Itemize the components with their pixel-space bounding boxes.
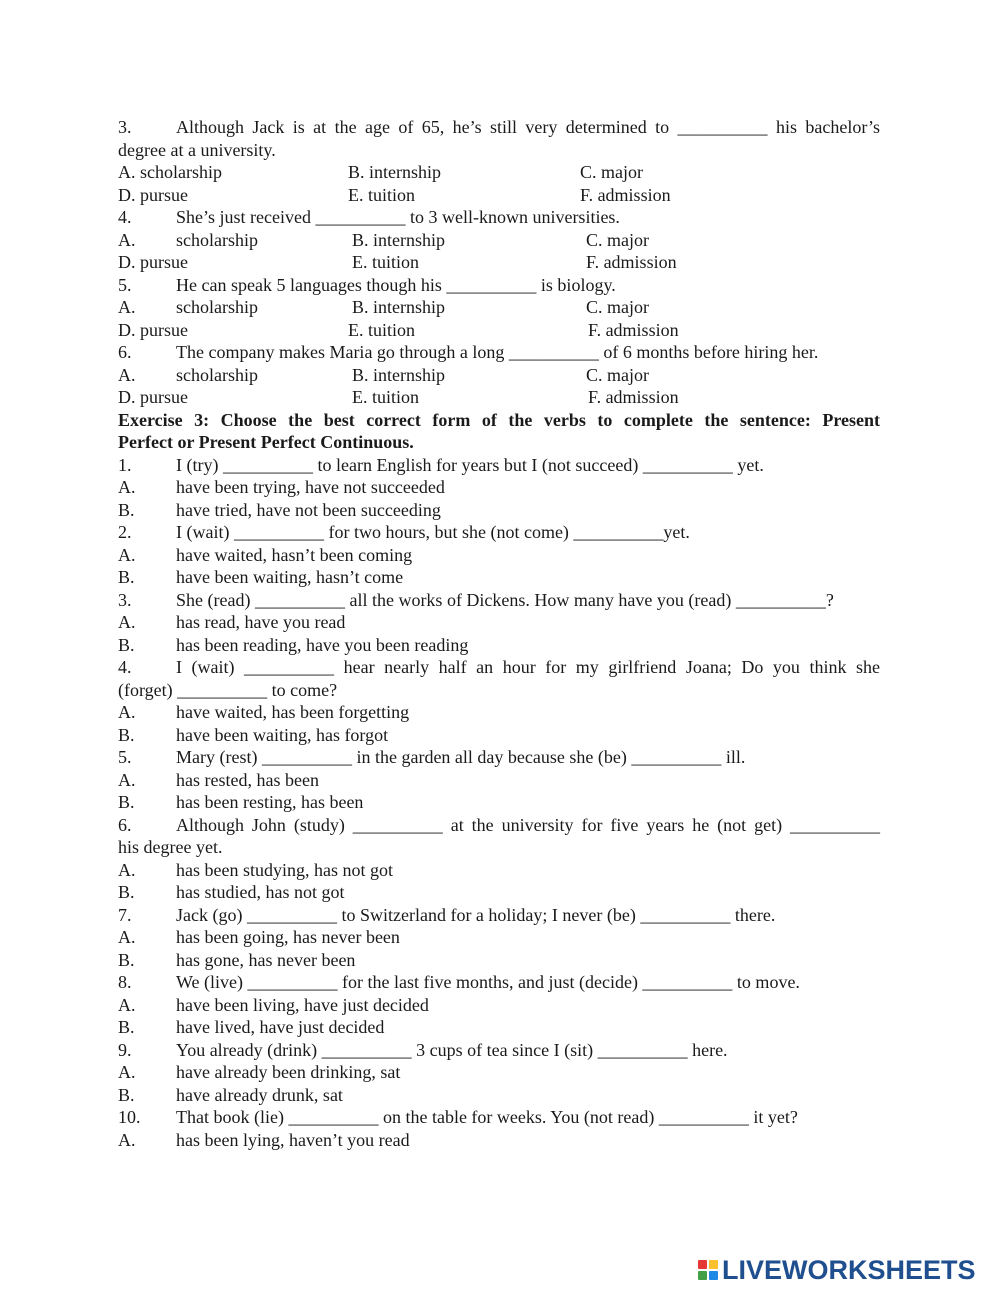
question-number: 4. xyxy=(118,657,132,677)
option[interactable]: scholarship xyxy=(176,297,258,317)
question-line xyxy=(118,904,880,927)
option-label: A. xyxy=(118,927,136,947)
option-text: has been resting, has been xyxy=(176,792,364,812)
answer-option[interactable] xyxy=(118,791,880,814)
answer-option[interactable] xyxy=(118,634,880,657)
options-row xyxy=(118,319,880,342)
option-label: B. xyxy=(118,499,135,520)
option-label: A. xyxy=(118,477,136,497)
options-row xyxy=(118,364,880,387)
question-text-continued: degree at a university. xyxy=(118,139,276,160)
option-text: have been trying, have not succeeded xyxy=(176,477,445,497)
answer-option[interactable] xyxy=(118,499,880,522)
option[interactable]: E. tuition xyxy=(352,387,419,407)
exercise-heading-line: Perfect or Present Perfect Continuous. xyxy=(118,432,414,452)
answer-option[interactable] xyxy=(118,566,880,589)
question-line xyxy=(118,1039,880,1062)
question-text: We (live) __________ for the last five months, and just (decide) __________ to move. xyxy=(176,972,800,992)
option-text: has read, have you read xyxy=(176,612,346,632)
exercise-heading-line: Exercise 3: Choose the best correct form of the verbs to complete the sentence: Present xyxy=(118,409,880,430)
question-line xyxy=(118,746,880,769)
answer-option[interactable] xyxy=(118,881,880,904)
answer-option[interactable] xyxy=(118,701,880,724)
option-label: B. xyxy=(118,724,135,745)
answer-option[interactable] xyxy=(118,1129,880,1152)
option-text: has studied, has not got xyxy=(176,882,345,902)
option[interactable]: A. scholarship xyxy=(118,162,222,182)
option-text: have already drunk, sat xyxy=(176,1084,343,1105)
option-label: B. xyxy=(118,949,135,970)
question-line xyxy=(118,836,880,859)
answer-option[interactable] xyxy=(118,1061,880,1084)
option[interactable]: scholarship xyxy=(176,229,258,250)
question-line xyxy=(118,139,880,162)
question-number: 6. xyxy=(118,342,132,362)
question-line xyxy=(118,274,880,297)
option-label: A. xyxy=(118,364,136,385)
option-label: B. xyxy=(118,882,135,902)
option[interactable]: D. pursue xyxy=(118,252,188,272)
answer-option[interactable] xyxy=(118,1084,880,1107)
option-text: has been going, has never been xyxy=(176,927,400,947)
option[interactable]: E. tuition xyxy=(348,319,415,340)
option[interactable]: D. pursue xyxy=(118,387,188,407)
option-text: have already been drinking, sat xyxy=(176,1062,401,1082)
option[interactable]: D. pursue xyxy=(118,319,188,340)
question-number: 9. xyxy=(118,1039,132,1060)
question-line xyxy=(118,1106,880,1129)
question-line xyxy=(118,521,880,544)
question-line xyxy=(118,679,880,702)
logo-square xyxy=(709,1260,718,1269)
option[interactable]: B. internship xyxy=(352,229,445,250)
option-text: have waited, has been forgetting xyxy=(176,702,410,722)
question-text-continued: (forget) __________ to come? xyxy=(118,679,338,700)
options-row xyxy=(118,184,880,207)
options-row xyxy=(118,251,880,274)
option[interactable]: F. admission xyxy=(588,387,679,407)
option[interactable]: C. major xyxy=(580,162,643,182)
option[interactable]: B. internship xyxy=(352,297,445,317)
question-number: 10. xyxy=(118,1107,141,1127)
option-text: has been studying, has not got xyxy=(176,859,393,880)
option-text: have been waiting, has forgot xyxy=(176,724,389,745)
option-label: A. xyxy=(118,702,136,722)
option-label: B. xyxy=(118,567,135,587)
option-text: have tried, have not been succeeding xyxy=(176,499,441,520)
option-text: have been living, have just decided xyxy=(176,994,429,1015)
option[interactable]: scholarship xyxy=(176,364,258,385)
answer-option[interactable] xyxy=(118,949,880,972)
question-text: Although Jack is at the age of 65, he’s still very determined to __________ his bachelor’s xyxy=(176,117,880,137)
option-text: has been reading, have you been reading xyxy=(176,634,469,655)
option[interactable]: B. internship xyxy=(348,162,441,182)
option[interactable]: B. internship xyxy=(352,364,445,385)
question-line xyxy=(118,454,880,477)
option[interactable]: F. admission xyxy=(588,319,679,340)
answer-option[interactable] xyxy=(118,611,880,634)
worksheet-page xyxy=(118,116,880,1151)
answer-option[interactable] xyxy=(118,544,880,567)
option-text: has rested, has been xyxy=(176,769,319,790)
question-number: 7. xyxy=(118,904,132,925)
answer-option[interactable] xyxy=(118,769,880,792)
question-text: You already (drink) __________ 3 cups of tea since I (sit) __________ here. xyxy=(176,1039,728,1060)
logo-square xyxy=(698,1260,707,1269)
option[interactable]: F. admission xyxy=(580,184,671,205)
question-text: The company makes Maria go through a long __________ of 6 months before hiring her. xyxy=(176,342,819,362)
option-label: A. xyxy=(118,994,136,1015)
option[interactable]: E. tuition xyxy=(352,252,419,272)
question-line xyxy=(118,814,880,837)
option[interactable]: F. admission xyxy=(586,252,677,272)
option-label: B. xyxy=(118,792,135,812)
question-text: I (wait) __________ hear nearly half an hour for my girlfriend Joana; Do you think she xyxy=(176,657,880,677)
option-label: B. xyxy=(118,1084,135,1105)
question-text: He can speak 5 languages though his __________ is biology. xyxy=(176,274,616,295)
option[interactable]: C. major xyxy=(586,229,649,250)
question-text: I (try) __________ to learn English for years but I (not succeed) __________ yet. xyxy=(176,454,764,475)
question-text: Mary (rest) __________ in the garden all day because she (be) __________ ill. xyxy=(176,747,746,767)
option-text: have been waiting, hasn’t come xyxy=(176,567,404,587)
question-number: 6. xyxy=(118,814,132,835)
question-line xyxy=(118,656,880,679)
answer-option[interactable] xyxy=(118,926,880,949)
question-line xyxy=(118,589,880,612)
option-label: B. xyxy=(118,1017,135,1037)
exercise-heading xyxy=(118,431,880,454)
logo-square xyxy=(698,1271,707,1280)
options-row xyxy=(118,386,880,409)
question-text: Although John (study) __________ at the university for five years he (not get) __________ xyxy=(176,814,880,835)
answer-option[interactable] xyxy=(118,724,880,747)
question-number: 1. xyxy=(118,454,132,475)
question-number: 4. xyxy=(118,207,132,227)
options-row xyxy=(118,296,880,319)
question-line xyxy=(118,116,880,139)
option-label: A. xyxy=(118,544,136,565)
option-label: A. xyxy=(118,612,136,632)
question-text: She (read) __________ all the works of Dickens. How many have you (read) __________? xyxy=(176,589,834,610)
question-text-continued: his degree yet. xyxy=(118,837,223,857)
options-row xyxy=(118,161,880,184)
question-text: That book (lie) __________ on the table for weeks. You (not read) __________ it yet? xyxy=(176,1107,798,1127)
option[interactable]: D. pursue xyxy=(118,184,188,205)
option-label: A. xyxy=(118,859,136,880)
question-number: 3. xyxy=(118,117,132,137)
question-number: 8. xyxy=(118,972,132,992)
answer-option[interactable] xyxy=(118,1016,880,1039)
question-line xyxy=(118,341,880,364)
option[interactable]: C. major xyxy=(586,297,649,317)
option[interactable]: E. tuition xyxy=(348,184,415,205)
option-label: A. xyxy=(118,1062,136,1082)
question-number: 5. xyxy=(118,747,132,767)
exercise-heading xyxy=(118,409,880,432)
question-line xyxy=(118,206,880,229)
question-number: 2. xyxy=(118,522,132,542)
option-text: has been lying, haven’t you read xyxy=(176,1129,410,1150)
options-row xyxy=(118,229,880,252)
question-number: 3. xyxy=(118,589,132,610)
option[interactable]: C. major xyxy=(586,364,649,385)
logo-square xyxy=(709,1271,718,1280)
answer-option[interactable] xyxy=(118,476,880,499)
option-text: have waited, hasn’t been coming xyxy=(176,544,413,565)
option-text: have lived, have just decided xyxy=(176,1017,385,1037)
question-text: Jack (go) __________ to Switzerland for a holiday; I never (be) __________ there. xyxy=(176,904,776,925)
option-label: A. xyxy=(118,297,136,317)
question-text: She’s just received __________ to 3 well-known universities. xyxy=(176,207,620,227)
option-label: A. xyxy=(118,229,136,250)
logo-mark-icon xyxy=(698,1260,718,1280)
answer-option[interactable] xyxy=(118,994,880,1017)
option-text: has gone, has never been xyxy=(176,949,356,970)
option-label: B. xyxy=(118,634,135,655)
question-line xyxy=(118,971,880,994)
question-number: 5. xyxy=(118,274,132,295)
liveworksheets-logo xyxy=(698,1255,976,1285)
option-label: A. xyxy=(118,1129,136,1150)
logo-text: LIVEWORKSHEETS xyxy=(722,1254,976,1285)
option-label: A. xyxy=(118,769,136,790)
answer-option[interactable] xyxy=(118,859,880,882)
question-text: I (wait) __________ for two hours, but she (not come) __________yet. xyxy=(176,522,690,542)
